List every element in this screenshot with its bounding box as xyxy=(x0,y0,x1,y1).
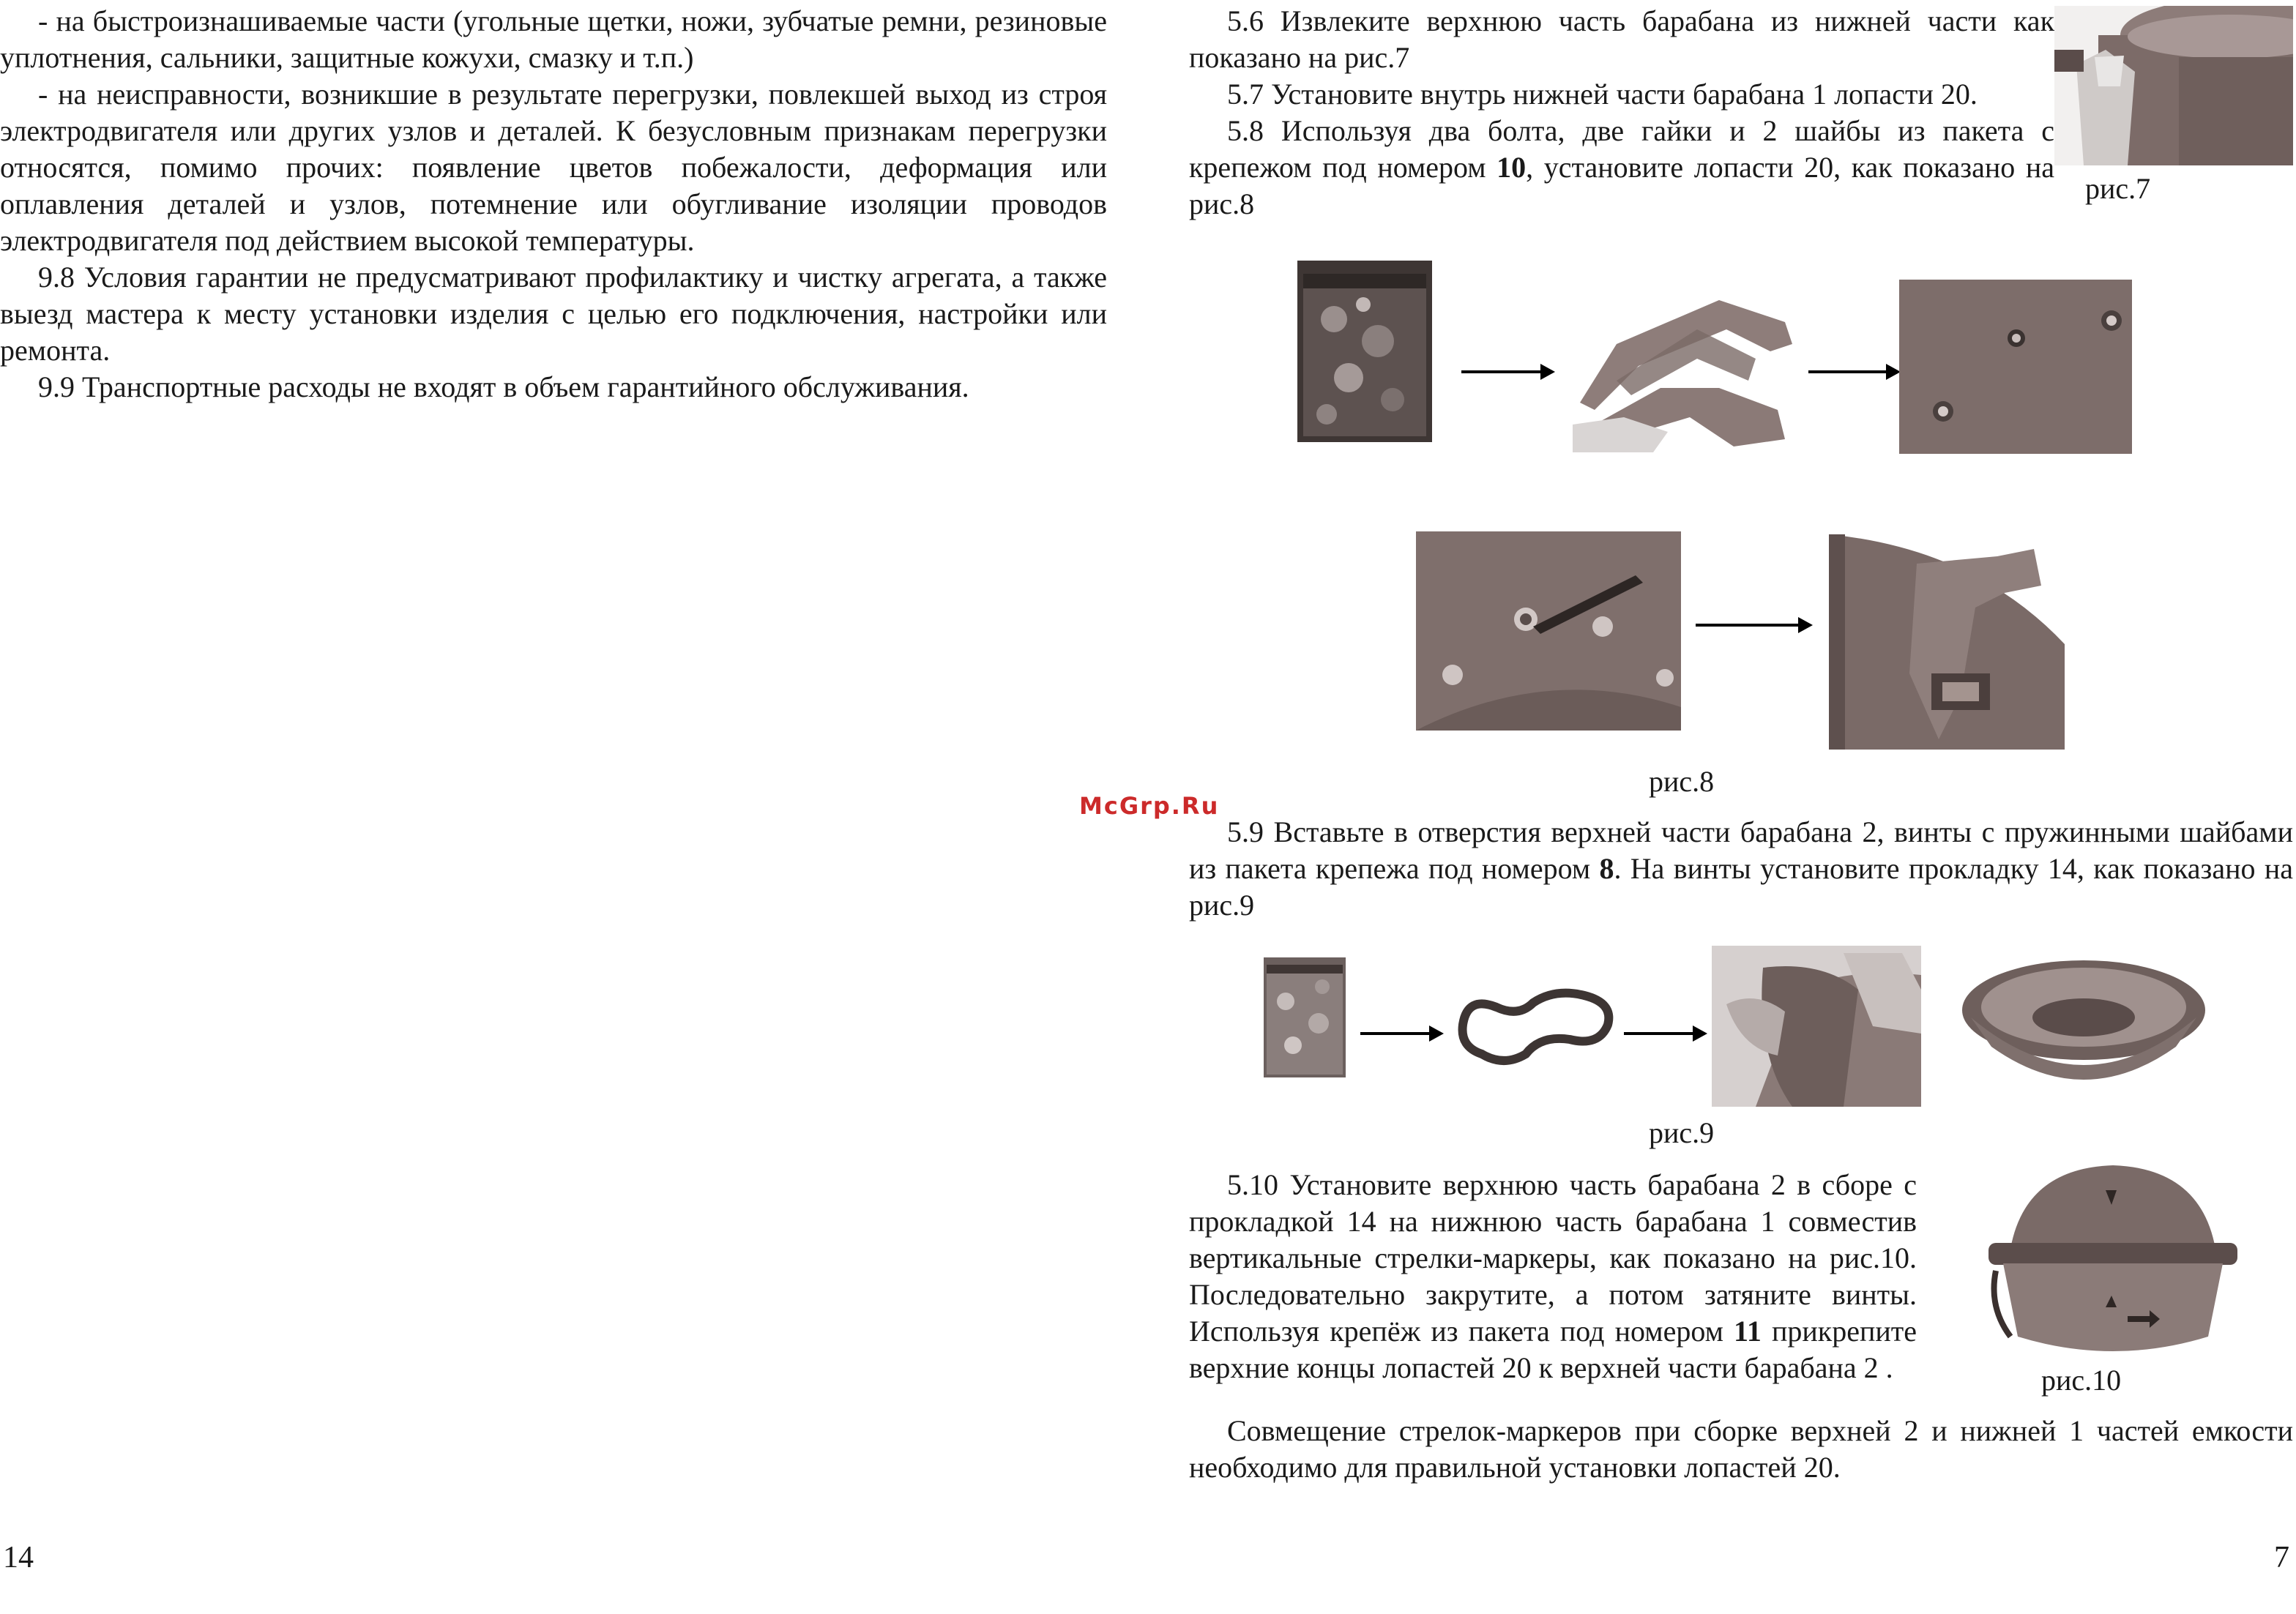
fig9-drum-top-photo xyxy=(1956,952,2211,1101)
step-5-9: 5.9 Вставьте в отверстия верхней части барабана 2, винты с пружинными шайбами из пакета крепежа под номером 8. На винты установите прокладку 14, как показано на рис.9 xyxy=(1189,815,2293,922)
fig9-screw-bag-photo xyxy=(1264,957,1346,1077)
marker-alignment-note: Совмещение стрелок-маркеров при сборке верхней 2 и нижней 1 частей емкости необходимо для правильной установки лопастей 20. xyxy=(1189,1414,2293,1484)
fig8-fastener-bag-photo xyxy=(1297,261,1432,442)
fig7-caption: рис.7 xyxy=(2085,172,2151,205)
fig9-gasket-photo xyxy=(1453,981,1620,1070)
pack-number-8: 8 xyxy=(1599,852,1614,885)
pack-number-11: 11 xyxy=(1734,1315,1762,1348)
fig8-arrow-2 xyxy=(1808,370,1898,373)
fig9-arrow-2 xyxy=(1624,1032,1704,1035)
step-5-6: 5.6 Извлеките верхнюю часть барабана из нижней части как показано на рис.7 xyxy=(1189,4,2054,74)
right-page-number: 7 xyxy=(2274,1541,2289,1574)
final-note-block xyxy=(1189,1413,2293,1486)
watermark: McGrp.Ru xyxy=(1079,792,1220,820)
steps-5-6-to-5-8 xyxy=(1189,3,2054,223)
clause-9-9: 9.9 Транспортные расходы не входят в объем гарантийного обслуживания. xyxy=(38,370,969,403)
warranty-exclusion-overload: - на неисправности, возникшие в результате перегрузки, повлекшей выход из строя электродвигателя или других узлов и деталей. К безусловным признакам перегрузки относятся, помимо прочих: появление цветов побежалости, деформация или оплавления деталей и узлов, потемнение или обугливание изоляции проводов электродвигателя под действием высокой температуры. xyxy=(0,78,1107,257)
step-5-10: 5.10 Установите верхнюю часть барабана 2 в сборе с прокладкой 14 на нижнюю часть барабана 1 совместив вертикальные стрелки-маркеры, как показано на рис.10. Последовательно закрутите, а потом затяните винты. Используя крепёж из пакета под номером 11 прикрепите верхние концы лопастей 20 к верхней части барабана 2 . xyxy=(1189,1168,1917,1384)
step-5-10-block xyxy=(1189,1167,1917,1386)
step-5-7: 5.7 Установите внутрь нижней части барабана 1 лопасти 20. xyxy=(1227,78,1978,111)
fig9-assembly-photo xyxy=(1712,946,1921,1107)
fig8-blade-installed-photo xyxy=(1829,527,2065,750)
fig7-photo xyxy=(2054,6,2293,165)
clause-9-8: 9.8 Условия гарантии не предусматривают профилактику и чистку агрегата, а также выезд мастера к месту установки изделия с целью его подключения, настройки или ремонта. xyxy=(0,261,1107,367)
fig9-caption: рис.9 xyxy=(1649,1116,1715,1149)
fig8-caption: рис.8 xyxy=(1649,765,1715,798)
fig8-drum-holes-photo xyxy=(1899,280,2132,454)
fig8-blades-photo xyxy=(1573,278,1805,452)
fig9-arrow-1 xyxy=(1360,1032,1441,1035)
fig8-blade-mounting-photo xyxy=(1416,531,1681,731)
step-5-9-block xyxy=(1189,814,2293,924)
fig10-caption: рис.10 xyxy=(2041,1364,2122,1397)
pack-number-10: 10 xyxy=(1496,151,1527,184)
fig8-arrow-1 xyxy=(1461,370,1552,373)
warranty-exclusion-parts: - на быстроизнашиваемые части (угольные щетки, ножи, зубчатые ремни, резиновые уплотнения, сальники, защитные кожухи, смазку и т.п.) xyxy=(0,4,1107,74)
step-5-8: 5.8 Используя два болта, две гайки и 2 шайбы из пакета с крепежом под номером 10, установите лопасти 20, как показано на рис.8 xyxy=(1189,114,2054,220)
left-page-number: 14 xyxy=(3,1541,34,1574)
fig10-assembled-drum-photo xyxy=(1981,1161,2245,1357)
fig8-arrow-3 xyxy=(1696,624,1810,627)
left-text-block xyxy=(0,3,1107,406)
